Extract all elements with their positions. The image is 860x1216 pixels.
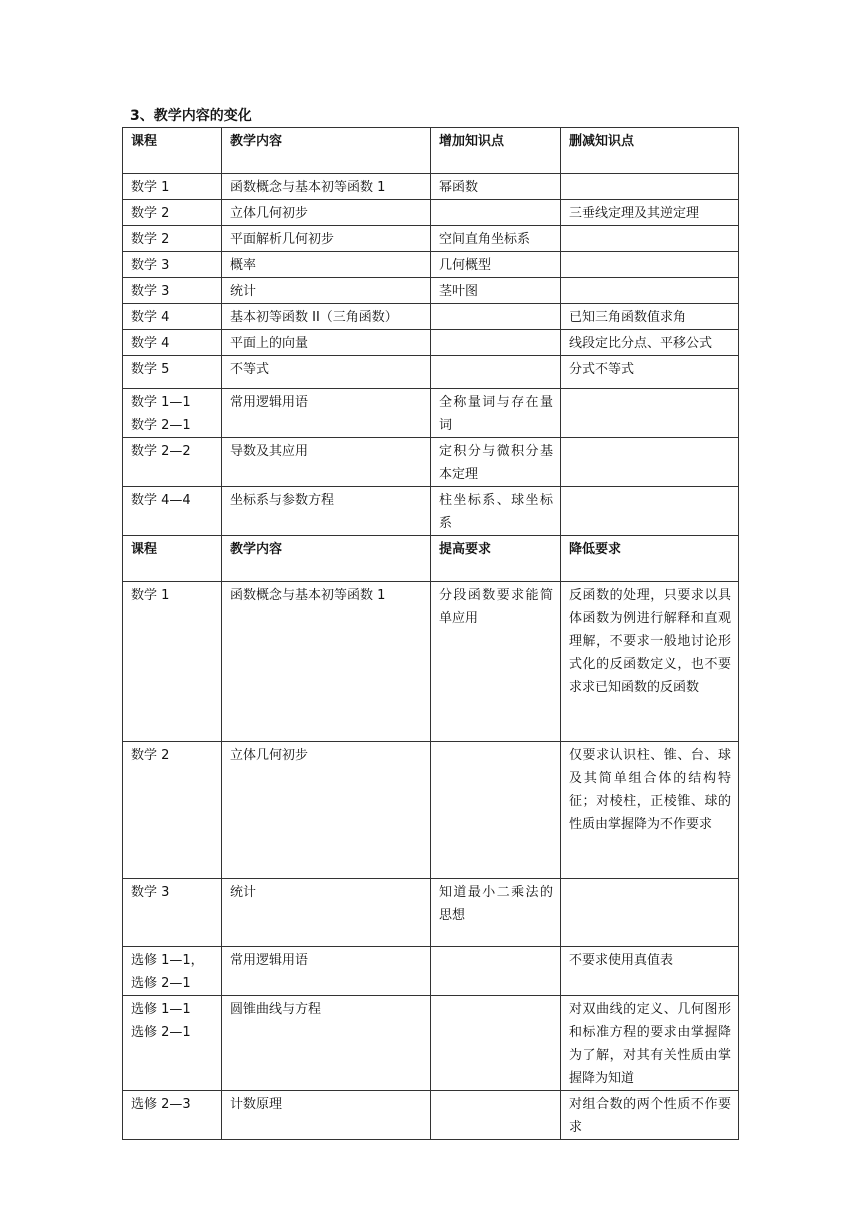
raised-cell: 知道最小二乘法的思想 [431, 879, 561, 947]
table-row [123, 947, 739, 996]
content-cell: 常用逻辑用语 [222, 947, 431, 996]
content-cell: 坐标系与参数方程 [222, 487, 431, 536]
lowered-cell: 对双曲线的定义、几何图形和标准方程的要求由掌握降为了解，对其有关性质由掌握降为知道 [561, 996, 739, 1091]
course-cell: 数学 3 [123, 252, 222, 278]
course-cell: 数学 3 [123, 278, 222, 304]
section-title: 3、教学内容的变化 [130, 108, 252, 124]
course-cell: 数学 1 [123, 582, 222, 742]
content-cell: 平面上的向量 [222, 330, 431, 356]
table-row [123, 356, 739, 389]
table-row [123, 330, 739, 356]
added-cell: 定积分与微积分基本定理 [431, 438, 561, 487]
removed-cell: 三垂线定理及其逆定理 [561, 200, 739, 226]
removed-cell: 线段定比分点、平移公式 [561, 330, 739, 356]
table-body [123, 128, 739, 1140]
table-row [123, 879, 739, 947]
table-row [123, 304, 739, 330]
content-cell: 统计 [222, 278, 431, 304]
content-cell: 常用逻辑用语 [222, 389, 431, 438]
lowered-cell [561, 879, 739, 947]
course-cell: 选修 1—1 选修 2—1 [123, 996, 222, 1091]
header-raised-cell: 提高要求 [431, 536, 561, 582]
content-cell: 不等式 [222, 356, 431, 389]
table-row [123, 582, 739, 742]
content-cell: 平面解析几何初步 [222, 226, 431, 252]
course-cell: 数学 2 [123, 742, 222, 879]
raised-cell [431, 1091, 561, 1140]
course-cell: 选修 1—1， 选修 2—1 [123, 947, 222, 996]
course-cell: 数学 4 [123, 330, 222, 356]
lowered-cell: 对组合数的两个性质不作要求 [561, 1091, 739, 1140]
course-cell: 数学 2 [123, 226, 222, 252]
raised-cell [431, 742, 561, 879]
course-cell: 数学 1 [123, 174, 222, 200]
header-course-cell: 课程 [123, 128, 222, 174]
added-cell: 全称量词与存在量词 [431, 389, 561, 438]
table-row [123, 174, 739, 200]
table-row [123, 252, 739, 278]
removed-cell [561, 487, 739, 536]
table-row [123, 389, 739, 438]
added-cell: 幂函数 [431, 174, 561, 200]
content-cell: 计数原理 [222, 1091, 431, 1140]
content-cell: 立体几何初步 [222, 742, 431, 879]
raised-cell [431, 947, 561, 996]
removed-cell: 分式不等式 [561, 356, 739, 389]
course-cell: 数学 2 [123, 200, 222, 226]
removed-cell [561, 174, 739, 200]
content-cell: 立体几何初步 [222, 200, 431, 226]
added-cell [431, 200, 561, 226]
added-cell [431, 304, 561, 330]
removed-cell [561, 389, 739, 438]
added-cell: 几何概型 [431, 252, 561, 278]
table-row [123, 200, 739, 226]
content-cell: 函数概念与基本初等函数 1 [222, 582, 431, 742]
header-added-cell: 增加知识点 [431, 128, 561, 174]
table-row [123, 996, 739, 1091]
table-row [123, 487, 739, 536]
course-cell: 选修 2—3 [123, 1091, 222, 1140]
table-row [123, 438, 739, 487]
removed-cell [561, 278, 739, 304]
content-change-table [122, 127, 739, 1140]
table-row [123, 226, 739, 252]
header-removed-cell: 删减知识点 [561, 128, 739, 174]
content-cell: 统计 [222, 879, 431, 947]
removed-cell: 已知三角函数值求角 [561, 304, 739, 330]
course-cell: 数学 4—4 [123, 487, 222, 536]
table-header-row [123, 128, 739, 174]
table-header-row [123, 536, 739, 582]
lowered-cell: 仅要求认识柱、锥、台、球及其简单组合体的结构特征；对棱柱，正棱锥、球的性质由掌握降为不作要求 [561, 742, 739, 879]
course-cell: 数学 1—1 数学 2—1 [123, 389, 222, 438]
raised-cell: 分段函数要求能简单应用 [431, 582, 561, 742]
added-cell [431, 356, 561, 389]
lowered-cell: 反函数的处理，只要求以具体函数为例进行解释和直观理解，不要求一般地讨论形式化的反函数定义，也不要求求已知函数的反函数 [561, 582, 739, 742]
course-cell: 数学 2—2 [123, 438, 222, 487]
content-cell: 基本初等函数 II（三角函数） [222, 304, 431, 330]
table-row [123, 278, 739, 304]
content-cell: 导数及其应用 [222, 438, 431, 487]
course-cell: 数学 5 [123, 356, 222, 389]
lowered-cell: 不要求使用真值表 [561, 947, 739, 996]
removed-cell [561, 438, 739, 487]
header-course-cell: 课程 [123, 536, 222, 582]
added-cell: 茎叶图 [431, 278, 561, 304]
table-row [123, 742, 739, 879]
course-cell: 数学 4 [123, 304, 222, 330]
raised-cell [431, 996, 561, 1091]
header-content-cell: 教学内容 [222, 128, 431, 174]
removed-cell [561, 226, 739, 252]
header-lowered-cell: 降低要求 [561, 536, 739, 582]
course-cell: 数学 3 [123, 879, 222, 947]
header-content-cell: 教学内容 [222, 536, 431, 582]
table-row [123, 1091, 739, 1140]
content-cell: 圆锥曲线与方程 [222, 996, 431, 1091]
removed-cell [561, 252, 739, 278]
content-cell: 函数概念与基本初等函数 1 [222, 174, 431, 200]
added-cell: 空间直角坐标系 [431, 226, 561, 252]
added-cell [431, 330, 561, 356]
content-cell: 概率 [222, 252, 431, 278]
added-cell: 柱坐标系、球坐标系 [431, 487, 561, 536]
